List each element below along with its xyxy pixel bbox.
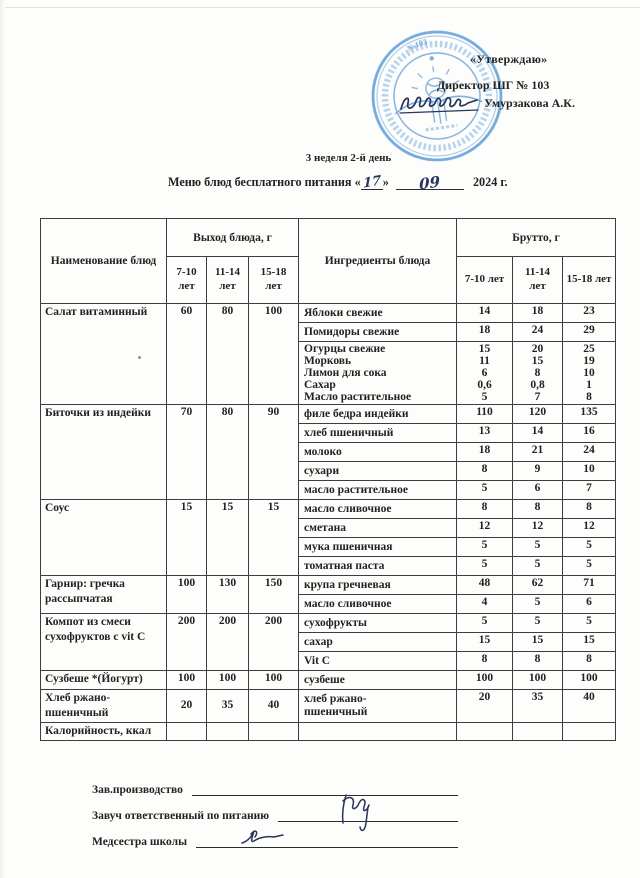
col-header-dish: Наименование блюд: [41, 219, 167, 304]
ingredient-cell: крупа гречневая: [299, 576, 457, 595]
table-row: [41, 405, 616, 424]
brutto-cell: 8: [457, 500, 513, 519]
table-row: [41, 671, 616, 690]
brutto-cell: 71: [563, 576, 616, 595]
ingredient-cell: хлеб пшеничный: [299, 424, 457, 443]
brutto-cell: 12: [513, 519, 563, 538]
brutto-cell: 7: [563, 481, 616, 500]
brutto-cell: 23: [563, 304, 616, 323]
dish-cell: Компот из смеси сухофруктов с vit C: [41, 614, 167, 671]
brutto-cell: 8: [563, 500, 616, 519]
quote-close: »: [382, 175, 389, 189]
brutto-cell: 20: [457, 690, 513, 723]
dish-cell: Соус: [41, 500, 167, 576]
brutto-cell: [513, 723, 563, 741]
table-row: [41, 500, 616, 519]
brutto-cell: 5: [457, 557, 513, 576]
ingredient-cell: мука пшеничная: [299, 538, 457, 557]
output-cell: 200: [207, 614, 249, 671]
ingredient-cell: сухофрукты: [299, 614, 457, 633]
brutto-cell: 5: [513, 595, 563, 614]
output-cell: 90: [249, 405, 299, 500]
brutto-cell: 5: [563, 557, 616, 576]
dish-cell: Калорийность, ккал: [41, 723, 167, 741]
output-cell: 60: [167, 304, 207, 405]
output-cell: 130: [207, 576, 249, 614]
output-cell: 15: [207, 500, 249, 576]
ingredient-cell: молоко: [299, 443, 457, 462]
col-header-age: 15-18 лет: [563, 257, 616, 304]
ingredient-cell: сахар: [299, 633, 457, 652]
brutto-cell: 5: [563, 614, 616, 633]
output-cell: 20: [167, 690, 207, 723]
output-cell: 40: [249, 690, 299, 723]
signature-label: Завуч ответственный по питанию: [92, 810, 269, 822]
output-cell: [167, 723, 207, 741]
brutto-cell: 8: [513, 652, 563, 671]
brutto-cell: 18: [457, 443, 513, 462]
ingredient-cell: Помидоры свежие: [299, 323, 457, 342]
ingredient-cell: томатная паста: [299, 557, 457, 576]
brutto-cell: 5: [563, 538, 616, 557]
menu-title-line: [168, 172, 508, 194]
ingredient-cell: Vit C: [299, 652, 457, 671]
brutto-cell: 5: [513, 614, 563, 633]
dish-cell: Салат витаминный: [41, 304, 167, 405]
dish-cell: Сузбеше *(Йогурт): [41, 671, 167, 690]
brutto-cell: 8: [513, 500, 563, 519]
col-header-age: 15-18 лет: [249, 257, 299, 304]
brutto-cell: 24: [513, 323, 563, 342]
brutto-cell: 8: [563, 652, 616, 671]
col-header-brutto-group: Брутто, г: [457, 219, 616, 257]
signature-line: [196, 834, 458, 848]
stray-mark: [138, 356, 141, 359]
brutto-cell: 18: [513, 304, 563, 323]
brutto-cell: 12: [457, 519, 513, 538]
brutto-cell: 6: [563, 595, 616, 614]
brutto-cell: 48: [457, 576, 513, 595]
ingredient-cell: филе бедра индейки: [299, 405, 457, 424]
output-cell: 100: [207, 671, 249, 690]
brutto-cell: 8: [457, 462, 513, 481]
brutto-cell: 5: [513, 557, 563, 576]
handwritten-month: 09: [419, 172, 441, 194]
signature-line: [192, 782, 458, 796]
brutto-cell: [457, 723, 513, 741]
output-cell: 150: [249, 576, 299, 614]
brutto-cell: 135: [563, 405, 616, 424]
brutto-cell: 62: [513, 576, 563, 595]
year-text: 2024 г.: [472, 175, 508, 189]
col-header-age: 7-10 лет: [167, 257, 207, 304]
brutto-cell: 5: [513, 538, 563, 557]
brutto-cell: 5: [457, 538, 513, 557]
ingredient-cell: сухари: [299, 462, 457, 481]
dish-cell: Биточки из индейки: [41, 405, 167, 500]
ingredient-cell: Яблоки свежие: [299, 304, 457, 323]
brutto-cell: 120: [513, 405, 563, 424]
table-row: [41, 690, 616, 723]
dish-cell: Хлеб ржано-пшеничный: [41, 690, 167, 723]
brutto-cell: 20 15 8 0,8 7: [513, 342, 563, 405]
table-row: [41, 576, 616, 595]
output-cell: 80: [207, 304, 249, 405]
month-underline: [396, 172, 464, 194]
handwritten-day: 17: [362, 173, 381, 192]
ingredient-cell: масло сливочное: [299, 500, 457, 519]
brutto-cell: 14: [513, 424, 563, 443]
brutto-cell: 25 19 10 1 8: [563, 342, 616, 405]
brutto-cell: 100: [563, 671, 616, 690]
output-cell: 200: [167, 614, 207, 671]
ingredient-cell: хлеб ржано-пшеничный: [299, 690, 457, 723]
quote-open: «: [354, 175, 361, 189]
col-header-age: 7-10 лет: [457, 257, 513, 304]
brutto-cell: 21: [513, 443, 563, 462]
dish-cell: Гарнир: гречка рассыпчатая: [41, 576, 167, 614]
director-name: Умурзакова А.К.: [484, 96, 575, 110]
table-row: [41, 614, 616, 633]
signature-row: [92, 808, 458, 822]
brutto-cell: 29: [563, 323, 616, 342]
ingredient-cell: сузбеше: [299, 671, 457, 690]
brutto-cell: 100: [513, 671, 563, 690]
brutto-cell: 12: [563, 519, 616, 538]
output-cell: 100: [249, 671, 299, 690]
signature-row: [92, 782, 458, 796]
output-cell: 70: [167, 405, 207, 500]
col-header-age: 11-14 лет: [207, 257, 249, 304]
brutto-cell: 8: [457, 652, 513, 671]
brutto-cell: 15 11 6 0,6 5: [457, 342, 513, 405]
output-cell: 15: [249, 500, 299, 576]
menu-title-text: Меню блюд бесплатного питания: [168, 175, 352, 189]
brutto-cell: [563, 723, 616, 741]
brutto-cell: 4: [457, 595, 513, 614]
brutto-cell: 6: [513, 481, 563, 500]
brutto-cell: 10: [563, 462, 616, 481]
signature-label: Зав.производство: [92, 784, 183, 796]
ingredient-cell: сметана: [299, 519, 457, 538]
brutto-cell: 15: [513, 633, 563, 652]
brutto-cell: 15: [457, 633, 513, 652]
brutto-cell: 14: [457, 304, 513, 323]
ingredient-cell: масло сливочное: [299, 595, 457, 614]
ingredient-cell: [299, 723, 457, 741]
col-header-output-group: Выход блюда, г: [167, 219, 299, 257]
output-cell: [207, 723, 249, 741]
ingredient-cell: масло растительное: [299, 481, 457, 500]
brutto-cell: 110: [457, 405, 513, 424]
output-cell: 80: [207, 405, 249, 500]
col-header-ingredients: Ингредиенты блюда: [299, 219, 457, 304]
output-cell: 200: [249, 614, 299, 671]
ingredient-cell: Огурцы свежие Морковь Лимон для сока Сахар Масло растительное: [299, 342, 457, 405]
output-cell: 100: [249, 304, 299, 405]
brutto-cell: 13: [457, 424, 513, 443]
signature-label: Медсестра школы: [92, 836, 188, 848]
director-signature-icon: [397, 88, 485, 118]
director-title: Директор ШГ № 103: [437, 78, 550, 92]
brutto-cell: 9: [513, 462, 563, 481]
brutto-cell: 16: [563, 424, 616, 443]
brutto-cell: 24: [563, 443, 616, 462]
brutto-cell: 40: [563, 690, 616, 723]
output-cell: 100: [167, 671, 207, 690]
output-cell: [249, 723, 299, 741]
output-cell: 35: [207, 690, 249, 723]
output-cell: 100: [167, 576, 207, 614]
output-cell: 15: [167, 500, 207, 576]
brutto-cell: 35: [513, 690, 563, 723]
brutto-cell: 5: [457, 481, 513, 500]
menu-table: [40, 218, 616, 741]
stamp-number-text: №103: [405, 37, 428, 54]
brutto-cell: 100: [457, 671, 513, 690]
table-row: [41, 304, 616, 323]
week-day-line: 3 неделя 2-й день: [305, 152, 392, 164]
table-row: [41, 723, 616, 741]
nurse-signature-icon: [238, 828, 286, 848]
brutto-cell: 15: [563, 633, 616, 652]
approve-label: «Утверждаю»: [470, 52, 548, 66]
brutto-cell: 18: [457, 323, 513, 342]
deputy-signature-icon: [330, 793, 378, 835]
col-header-age: 11-14 лет: [513, 257, 563, 304]
brutto-cell: 5: [457, 614, 513, 633]
